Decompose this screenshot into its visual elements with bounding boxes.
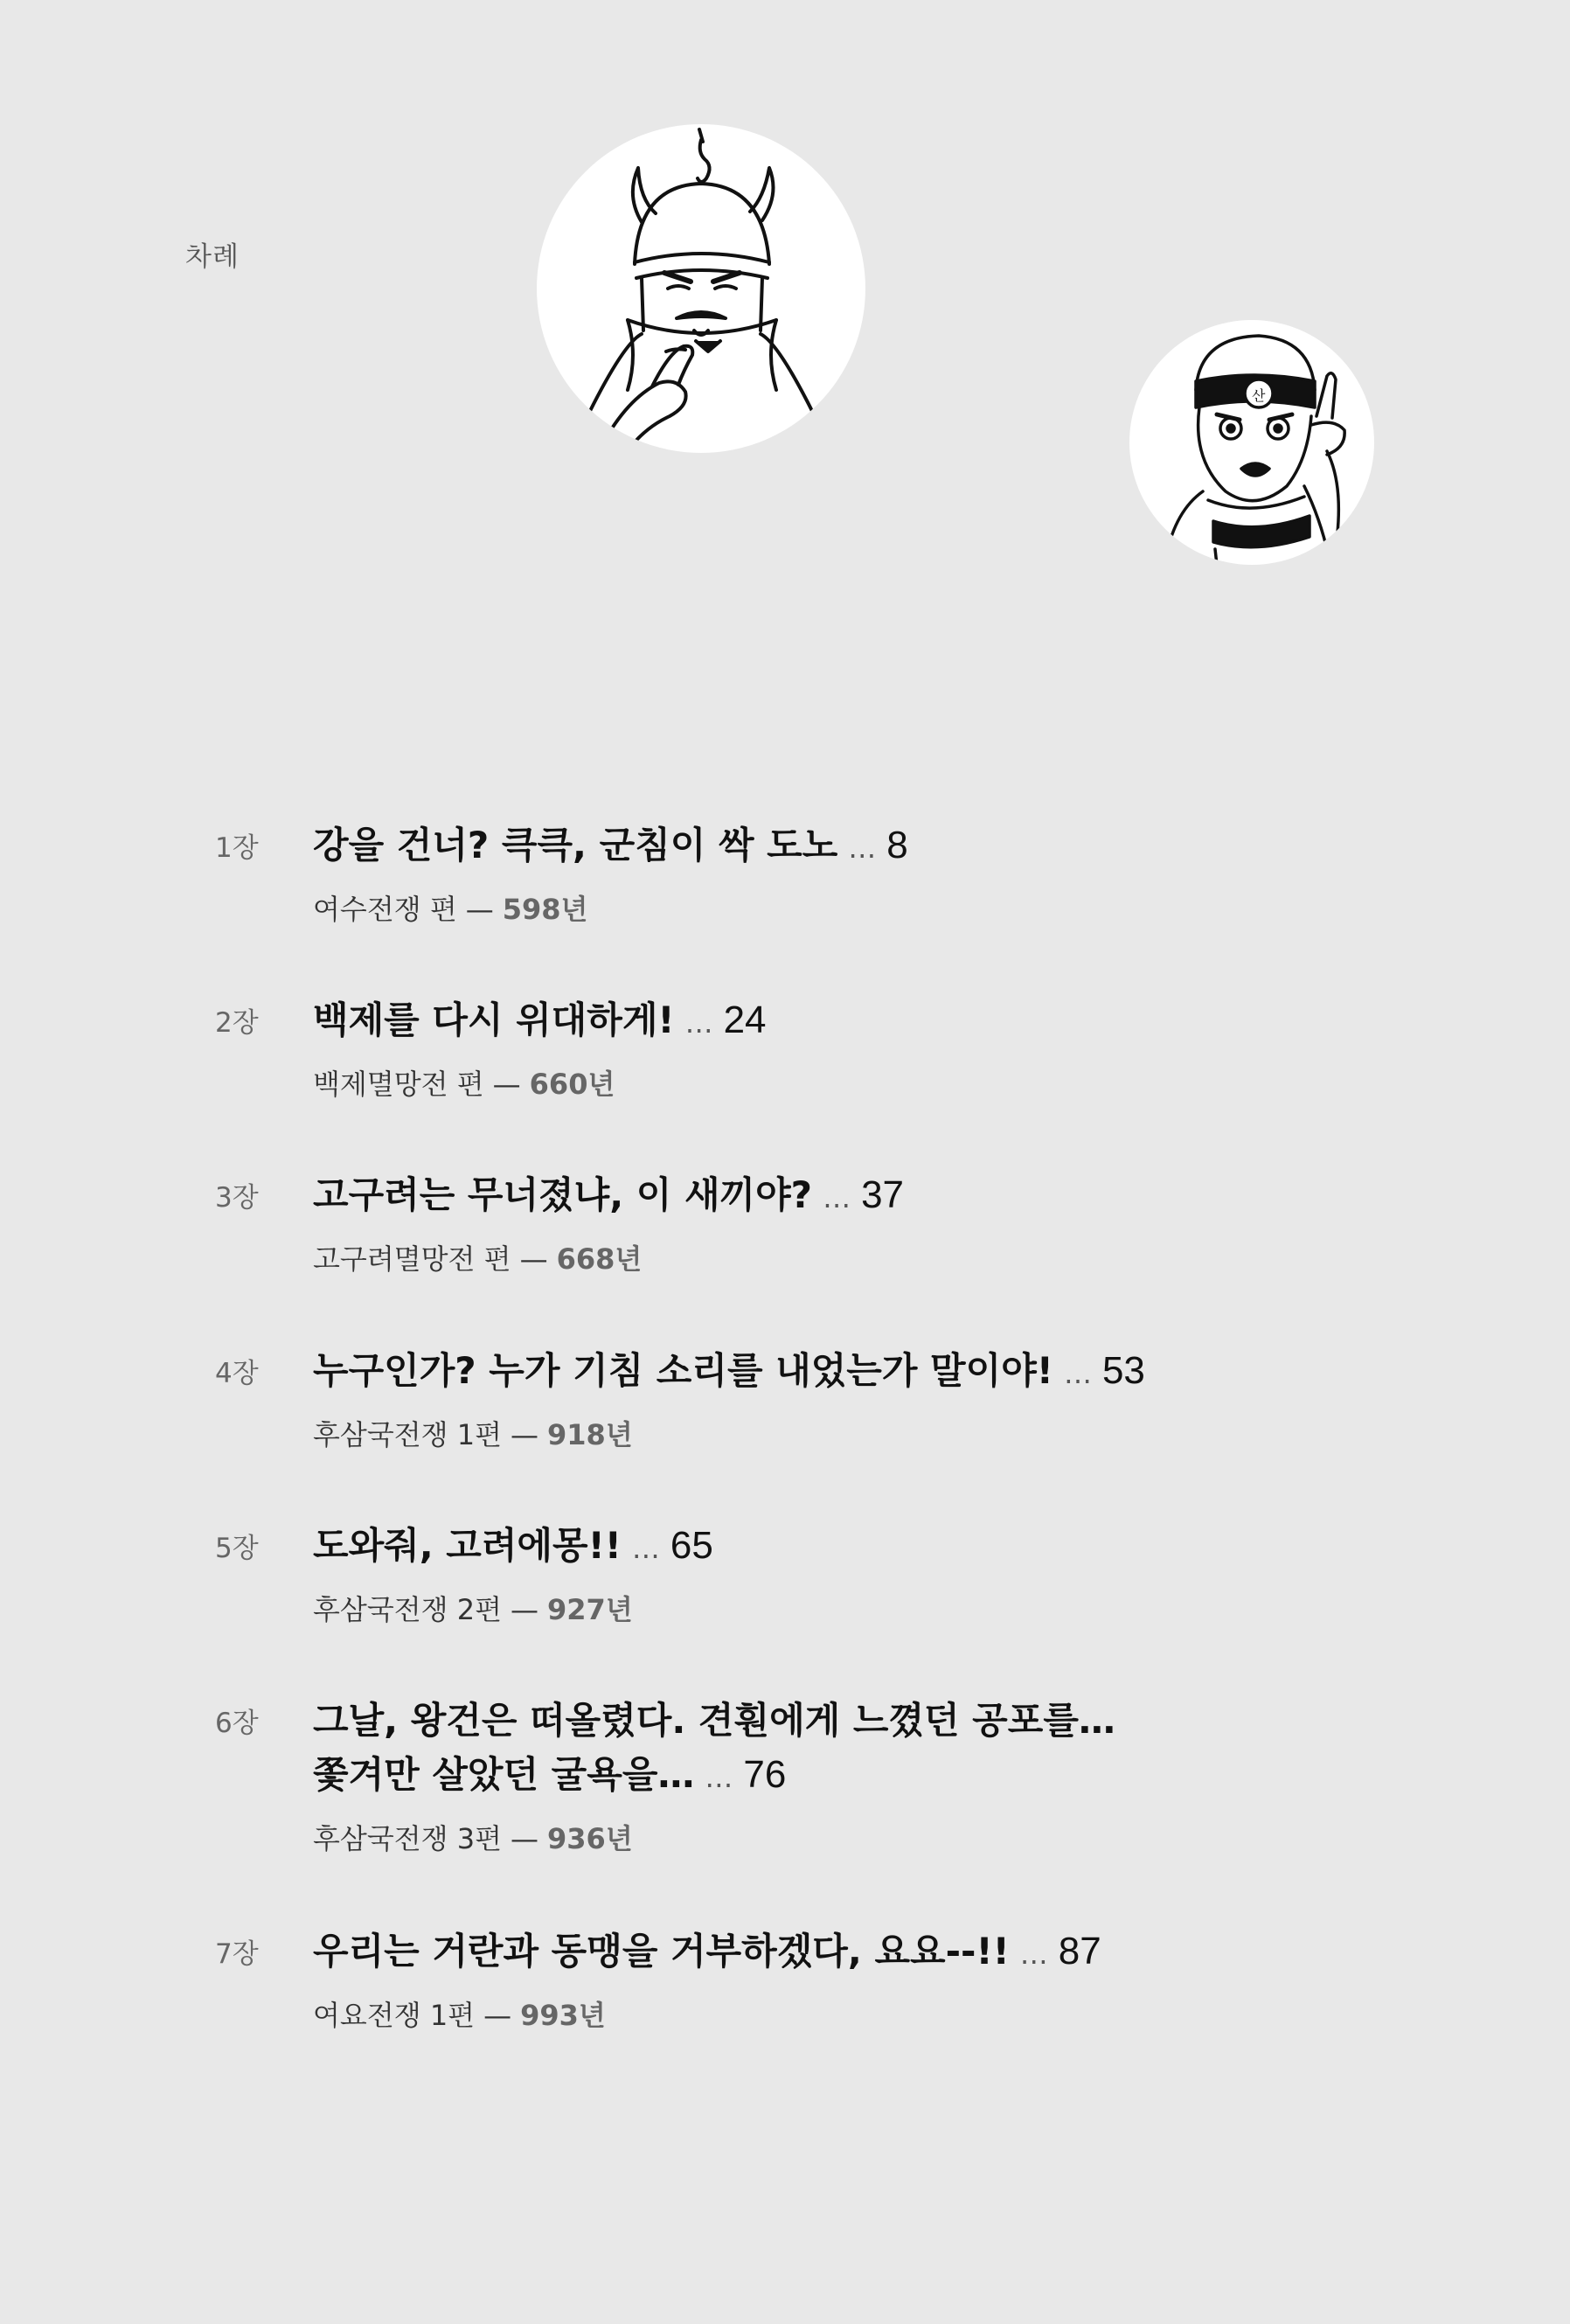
year: 993년 [520,1999,606,2032]
chapter-number: 2장 [215,1007,259,1039]
page-number: 53 [1101,1349,1145,1392]
em-dash: — [492,1068,521,1101]
war-name: 고구려멸망전 편 [313,1242,511,1276]
chapter-subtitle [313,1993,1406,2034]
page-number: 87 [1058,1930,1101,1973]
chapter-title-line-2[interactable] [313,1748,1406,1805]
chapter-number: 5장 [215,1533,259,1564]
page-number: 76 [743,1753,787,1796]
war-name: 여요전쟁 1편 [313,1999,476,2032]
soldier-portrait-illustration [1129,320,1374,565]
chapter-title-text: 도와줘, 고려에몽!! [313,1524,622,1567]
chapter-title[interactable] [313,1519,1406,1576]
leader-dots: … [1019,1938,1048,1971]
em-dash: — [483,1999,512,2032]
chapter-title-line-1[interactable] [313,1694,1406,1748]
year: 660년 [529,1068,615,1101]
page-number: 8 [886,824,908,866]
leader-dots: … [848,831,877,865]
war-name: 후삼국전쟁 2편 [313,1593,503,1626]
chapter-subtitle [313,1062,1406,1103]
chapter-title[interactable] [313,1168,1406,1225]
year: 927년 [547,1593,633,1626]
chapter-number: 7장 [215,1938,259,1970]
page-number: 24 [723,998,767,1041]
chapter-title-text: 우리는 거란과 동맹을 거부하겠다, 요요--!! [313,1930,1010,1973]
chapter-subtitle [313,1413,1406,1453]
page-number: 65 [670,1524,713,1567]
chapter-number: 4장 [215,1358,259,1389]
chapter-subtitle [313,1588,1406,1628]
year: 598년 [502,893,588,926]
leader-dots: … [705,1761,733,1794]
leader-dots: … [823,1181,851,1214]
leader-dots: … [1063,1357,1092,1390]
soldier-with-headband-icon [1129,320,1374,565]
em-dash: — [519,1242,548,1276]
year: 918년 [547,1418,633,1451]
war-name: 후삼국전쟁 1편 [313,1418,503,1451]
chapter-title[interactable] [313,818,1406,875]
chapter-title-text: 그날, 왕건은 떠올렸다. 견훤에게 느꼈던 공포를… [313,1699,1115,1742]
general-in-horned-helmet-icon [537,124,865,453]
chapter-number: 1장 [215,832,259,864]
chapter-title-text: 고구려는 무너졌냐, 이 새끼야? [313,1173,813,1216]
chapter-title[interactable] [313,1344,1406,1401]
em-dash: — [511,1822,539,1855]
war-name: 후삼국전쟁 3편 [313,1822,503,1855]
chapter-subtitle [313,1817,1406,1857]
chapter-subtitle [313,1237,1406,1277]
year: 936년 [547,1822,633,1855]
chapter-title-text: 강을 건너? 큭큭, 군침이 싹 도노 [313,824,838,866]
chapter-title[interactable] [313,993,1406,1050]
chapter-subtitle [313,887,1406,928]
war-name: 백제멸망전 편 [313,1068,484,1101]
chapter-title-text: 백제를 다시 위대하게! [313,998,675,1041]
em-dash: — [465,893,494,926]
em-dash: — [511,1418,539,1451]
war-name: 여수전쟁 편 [313,893,457,926]
chapter-number: 6장 [215,1708,259,1739]
general-portrait-illustration [537,124,865,453]
chapter-number: 3장 [215,1182,259,1214]
svg-text:산: 산 [1252,387,1266,404]
chapter-title-text: 누구인가? 누가 기침 소리를 내었는가 말이야! [313,1349,1053,1392]
leader-dots: … [631,1532,660,1565]
leader-dots: … [684,1006,713,1040]
chapter-title-text: 쫓겨만 살았던 굴욕을… [313,1753,695,1796]
page-number: 37 [861,1173,905,1216]
chapter-title[interactable] [313,1924,1406,1981]
em-dash: — [511,1593,539,1626]
year: 668년 [556,1242,643,1276]
toc-heading: 차례 [185,241,240,273]
